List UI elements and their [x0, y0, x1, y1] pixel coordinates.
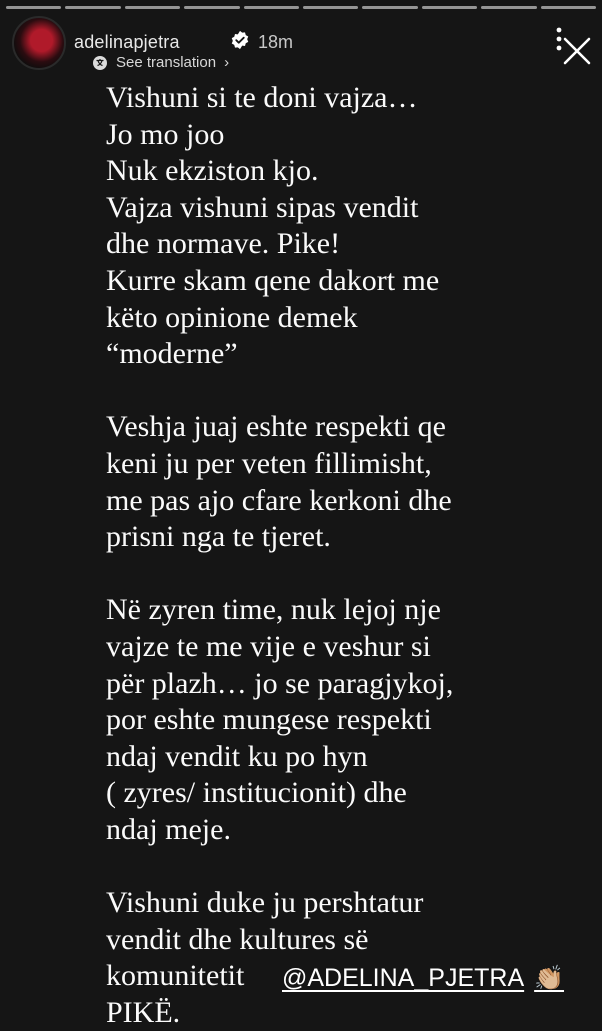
chevron-right-icon: › [224, 54, 230, 71]
translate-icon [92, 55, 108, 71]
close-icon[interactable] [562, 36, 592, 66]
paragraph-gap [106, 373, 546, 410]
progress-segment [362, 6, 417, 9]
story-progress-bar [6, 6, 596, 9]
progress-segment [541, 6, 596, 9]
progress-segment [65, 6, 120, 9]
story-text-line: keni ju per veten fillimisht, [106, 446, 432, 480]
mention-username[interactable]: @ADELINA_PJETRA [282, 964, 525, 992]
story-text-line: ndaj vendit ku po hyn [106, 739, 368, 773]
progress-segment [244, 6, 299, 9]
progress-segment [184, 6, 239, 9]
story-text-line: PIKË. [106, 995, 181, 1029]
story-text-line: Kurre skam qene dakort me [106, 263, 440, 297]
story-text-line: prisni nga te tjeret. [106, 520, 331, 554]
post-time: 18m [258, 32, 294, 52]
username[interactable]: adelinapjetra [74, 32, 180, 52]
story-text-line: “moderne” [106, 337, 238, 371]
clapping-hands-icon: 👏🏼 [534, 965, 565, 992]
story-text-line: Vishuni duke ju pershtatur [106, 886, 424, 920]
avatar[interactable] [12, 16, 66, 70]
story-text-line: komunitetit [106, 959, 245, 993]
story-text-line: ( zyres/ institucionit) dhe [106, 776, 407, 810]
story-text-line: Vishuni si te doni vajza… [106, 81, 418, 114]
story-header [12, 14, 592, 78]
story-text-line: Vajza vishuni sipas vendit [106, 190, 419, 224]
mention-sticker[interactable] [282, 964, 564, 993]
progress-segment [6, 6, 61, 9]
paragraph-gap [106, 848, 546, 885]
story-text-line: Në zyren time, nuk lejoj nje [106, 593, 441, 627]
see-translation-link[interactable] [92, 54, 229, 71]
story-text-line: për plazh… jo se paragjykoj, [106, 666, 454, 700]
story-text [106, 80, 546, 1031]
progress-segment [125, 6, 180, 9]
story-text-line: por eshte mungese respekti [106, 703, 432, 737]
story-text-line: Veshja juaj eshte respekti qe [106, 410, 446, 444]
story-text-line: me pas ajo cfare kerkoni dhe [106, 483, 452, 517]
story-text-line: Jo mo joo [106, 117, 225, 151]
story-text-line: vendit dhe kultures së [106, 922, 369, 956]
progress-segment [481, 6, 536, 9]
story-text-line: ndaj meje. [106, 812, 231, 846]
verified-badge-icon [230, 30, 250, 50]
progress-segment [422, 6, 477, 9]
story-text-line: Nuk ekziston kjo. [106, 154, 319, 188]
see-translation-label: See translation [116, 54, 217, 71]
progress-segment [303, 6, 358, 9]
story-text-line: vajze te me vije e veshur si [106, 629, 431, 663]
paragraph-gap [106, 556, 546, 593]
story-text-line: dhe normave. Pike! [106, 227, 341, 261]
story-text-line: këto opinione demek [106, 300, 358, 334]
